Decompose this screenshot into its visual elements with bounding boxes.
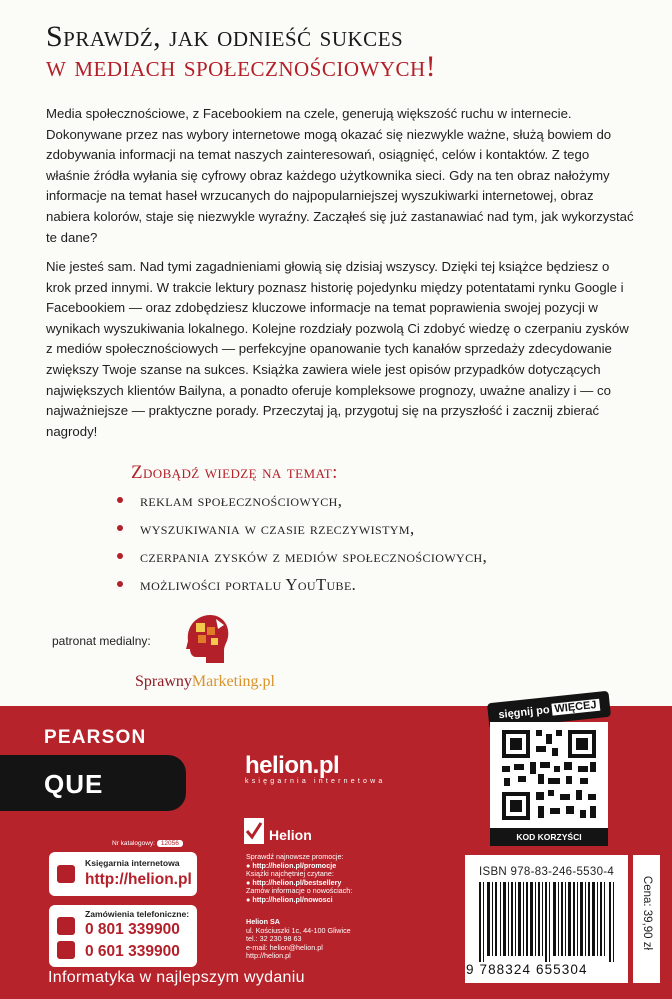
bullet-icon xyxy=(117,497,123,503)
qr-badge-prefix: sięgnij po xyxy=(497,703,551,722)
knowledge-item xyxy=(117,543,487,571)
knowledge-item-text: czerpania zysków z mediów społecznościowych, xyxy=(140,547,488,566)
address-block xyxy=(246,918,351,961)
price-label: Cena: 39,90 zł xyxy=(641,875,653,951)
isbn-label: ISBN 978-83-246-5530-4 xyxy=(479,866,615,878)
que-logo xyxy=(0,755,186,811)
shopping-cart-icon xyxy=(57,865,75,883)
helion-pl-text: helion.pl xyxy=(245,752,340,779)
knowledge-list xyxy=(117,487,487,599)
bullet-icon xyxy=(117,525,123,531)
sprawny-marketing-logo xyxy=(135,673,275,691)
knowledge-heading: Zdobądź wiedzę na temat: xyxy=(131,462,338,483)
back-cover-heading xyxy=(46,22,436,82)
promo-link[interactable]: ● http://helion.pl/bestsellery xyxy=(246,877,342,887)
que-logo-text: QUE xyxy=(44,769,104,799)
address-line: tel.: 32 230 98 63 xyxy=(246,934,302,944)
promo-link[interactable]: ● http://helion.pl/nowosci xyxy=(246,894,333,904)
phone-icon xyxy=(57,917,75,935)
qr-code[interactable] xyxy=(490,722,608,828)
tagline: Informatyka w najlepszym wydaniu xyxy=(48,969,305,986)
logo-part-1: Sprawny xyxy=(135,673,192,690)
qr-caption: KOD KORZYŚCI xyxy=(490,828,608,846)
promo-block xyxy=(246,853,352,905)
knowledge-item xyxy=(117,487,487,515)
address-line: http://helion.pl xyxy=(246,951,291,961)
phone-number-2[interactable]: 0 601 339900 xyxy=(85,943,180,960)
heading-line-2: w mediach społecznościowych! xyxy=(46,50,437,83)
knowledge-item-text: możliwości portalu YouTube. xyxy=(140,575,357,594)
logo-part-2: Marketing.pl xyxy=(191,673,275,690)
online-shop-box[interactable] xyxy=(49,852,197,896)
bullet-icon xyxy=(117,581,123,587)
heading-line-1: Sprawdź, jak odnieść sukces xyxy=(46,20,404,53)
qr-badge-word: WIĘCEJ xyxy=(551,699,600,716)
promo-line: Sprawdź najnowsze promocje: xyxy=(246,852,344,861)
phone-number-1[interactable]: 0 801 339900 xyxy=(85,921,180,938)
patronat-label: patronat medialny: xyxy=(52,634,151,648)
address-company: Helion SA xyxy=(246,917,280,926)
phone-label: Zamówienia telefoniczne: xyxy=(85,909,190,919)
helion-mark-icon xyxy=(244,818,264,844)
description-paragraph-2: Nie jesteś sam. Nad tymi zagadnieniami głowią się dzisiaj wszyscy. Dzięki tej książce będziesz o krok przed innymi. W trakcie lektury poznasz historię pojedynku między potentatami rynku Google i Facebookiem — oraz zdobędziesz kluczowe informacje na temat poprawienia swojej pozycji w wynikach wyszukiwania lokalnego. Kolejne rozdziały pozwolą Ci zdobyć wiedzę o czerpaniu zysków z mediów społecznościowych — perfekcyjne opanowanie tych kanałów sprzedaży zdecydowanie zwiększy Twoje szanse na sukces. Książka zawiera wiele jest opisów przypadków dotyczących największych klientów Bailyna, a ponadto oferuje kompleksowe prognozy, uważne analizy i — co najważniejsze — praktyczne porady. Przeczytaj ją, przygotuj się na przyszłość i zacznij zbierać nagrody! xyxy=(46,259,629,439)
catalog-label: Nr katalogowy: xyxy=(112,840,155,847)
barcode-digits: 9 788324 655304 xyxy=(466,962,588,977)
qr-code-icon xyxy=(490,722,608,828)
description-paragraph-1: Media społecznościowe, z Facebookiem na czele, generują większość ruchu w internecie. Dokonywane przez nas wybory internetowe mogą okazać się niezwykle ważne, służą bowiem do zdobywania informacji na temat naszych zainteresowań, osiągnięć, celów i kontaktów. Z tego właśnie źródła wyłania się cyfrowy obraz każdego użytkownika sieci. Gdy na ten obraz nałożymy informacje na temat haseł wrzucanych do najpopularniejszej wyszukiwarki internetowej, obraz nabiera kolorów, staje się niezwykle wyraźny. Zacząłeś się już zastanawiać nad tym, jak wykorzystać te dane? xyxy=(46,106,634,245)
phone-orders-box xyxy=(49,905,197,967)
knowledge-item xyxy=(117,571,487,599)
catalog-value: 12056 xyxy=(157,840,183,847)
helion-pl-subtitle: księgarnia internetowa xyxy=(245,778,386,785)
mobile-phone-icon xyxy=(57,941,75,959)
address-line: ul. Kościuszki 1c, 44-100 Gliwice xyxy=(246,925,351,935)
promo-line: Zamów informacje o nowościach: xyxy=(246,886,353,896)
address-line: e-mail: helion@helion.pl xyxy=(246,942,323,952)
promo-line: Książki najchętniej czytane: xyxy=(246,869,334,879)
knowledge-item-text: reklam społecznościowych, xyxy=(140,491,343,510)
pearson-logo: PEARSON xyxy=(44,727,147,748)
sprawny-marketing-head-icon xyxy=(182,611,232,669)
knowledge-item-text: wyszukiwania w czasie rzeczywistym, xyxy=(140,519,415,538)
barcode-icon xyxy=(479,882,619,962)
promo-link[interactable]: ● http://helion.pl/promocje xyxy=(246,860,337,870)
bullet-icon xyxy=(117,553,123,559)
helion-name: Helion xyxy=(269,827,312,843)
knowledge-item xyxy=(117,515,487,543)
helion-pl-logo xyxy=(245,752,385,785)
price-box xyxy=(633,855,660,983)
catalog-number xyxy=(112,840,183,847)
shop-url[interactable]: http://helion.pl xyxy=(85,871,192,888)
shop-label: Księgarnia internetowa xyxy=(85,858,180,868)
